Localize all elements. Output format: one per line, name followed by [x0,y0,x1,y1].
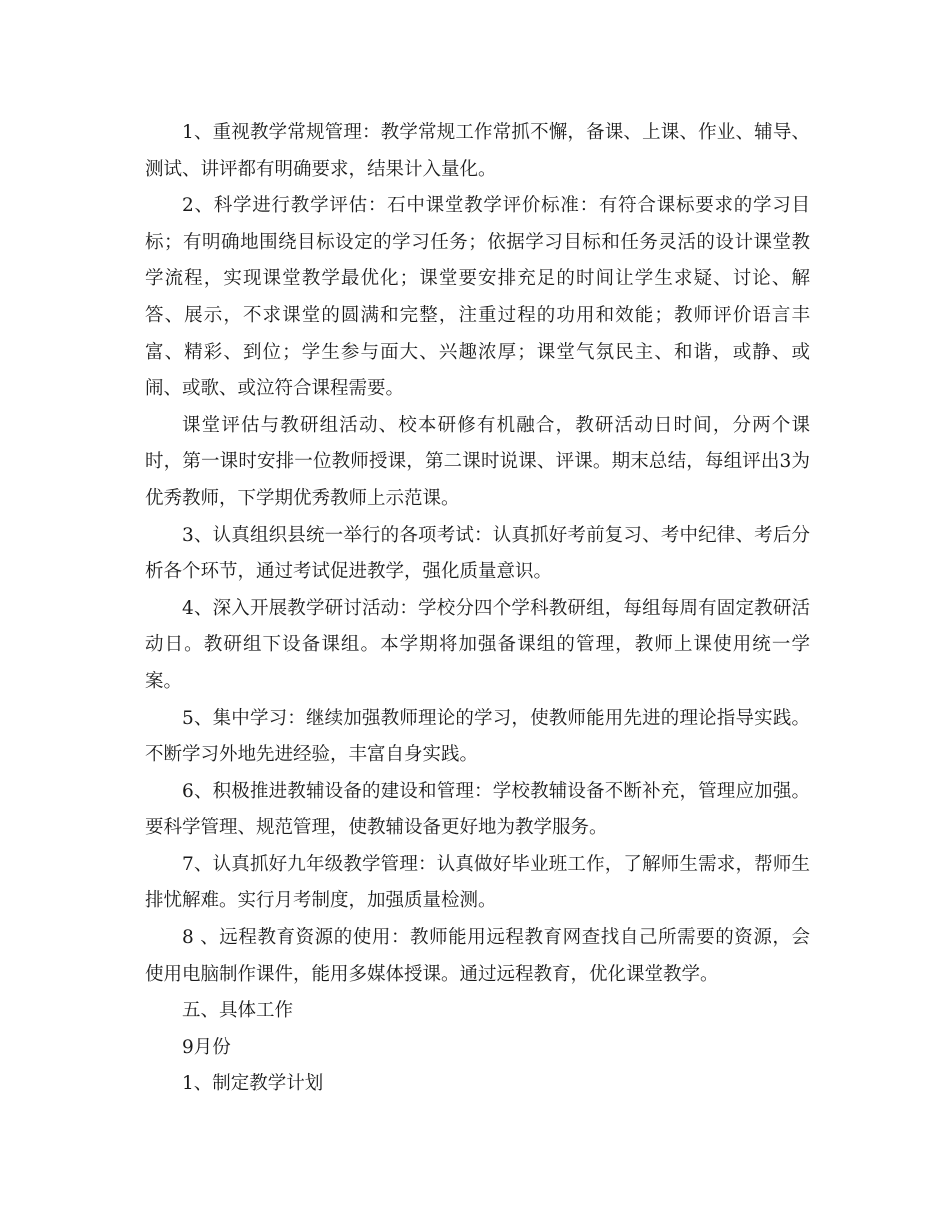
paragraph-centralized-study: 5、集中学习：继续加强教师理论的学习，使教师能用先进的理论指导实践。不断学习外地先进经验，丰富自身实践。 [145,707,810,766]
section-heading-specific-work: 五、具体工作 [182,1000,294,1022]
paragraph-county-exams: 3、认真组织县统一举行的各项考试：认真抓好考前复习、考中纪律、考后分析各个环节，通过考试促进教学，强化质量意识。 [145,524,810,583]
month-heading-september: 9月份 [182,1036,231,1058]
document-body [145,115,810,1103]
paragraph-evaluation-integration: 课堂评估与教研组活动、校本研修有机融合，教研活动日时间，分两个课时，第一课时安排一位教师授课，第二课时说课、评课。期末总结，每组评出3为优秀教师，下学期优秀教师上示范课。 [145,414,810,509]
paragraph-teaching-research: 4、深入开展教学研讨活动：学校分四个学科教研组，每组每周有固定教研活动日。教研组下设备课组。本学期将加强备课组的管理，教师上课使用统一学案。 [145,597,810,692]
task-item-teaching-plan: 1、制定教学计划 [182,1073,324,1095]
paragraph-teaching-equipment: 6、积极推进教辅设备的建设和管理：学校教辅设备不断补充，管理应加强。要科学管理、规范管理，使教辅设备更好地为教学服务。 [145,780,810,839]
paragraph-teaching-evaluation: 2、科学进行教学评估：石中课堂教学评价标准：有符合课标要求的学习目标；有明确地围绕目标设定的学习任务；依据学习目标和任务灵活的设计课堂教学流程，实现课堂教学最优化；课堂要安排充足的时间让学生求疑、讨论、解答、展示，不求课堂的圆满和完整，注重过程的功用和效能；教师评价语言丰富、精彩、到位；学生参与面大、兴趣浓厚；课堂气氛民主、和谐，或静、或闹、或歌、或泣符合课程需要。 [145,195,810,400]
paragraph-remote-education: 8 、远程教育资源的使用：教师能用远程教育网查找自己所需要的资源，会使用电脑制作课件，能用多媒体授课。通过远程教育，优化课堂教学。 [145,927,810,985]
paragraph-grade-nine-management: 7、认真抓好九年级教学管理：认真做好毕业班工作，了解师生需求，帮师生排忧解难。实行月考制度，加强质量检测。 [145,853,810,912]
paragraph-routine-management: 1、重视教学常规管理：教学常规工作常抓不懈，备课、上课、作业、辅导、测试、讲评都有明确要求，结果计入量化。 [145,122,810,180]
